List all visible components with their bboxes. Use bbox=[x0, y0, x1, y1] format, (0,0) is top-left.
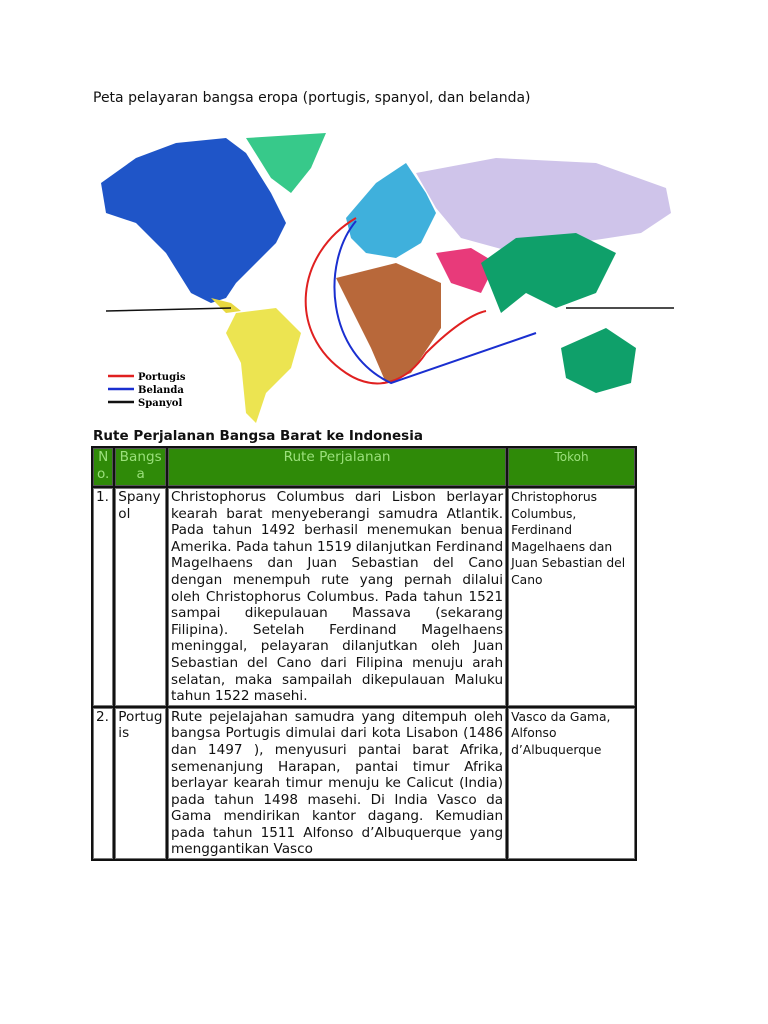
legend-belanda: Belanda bbox=[138, 385, 184, 396]
cell-no: 1. bbox=[93, 488, 113, 706]
header-rute: Rute Perjalanan bbox=[168, 448, 506, 486]
table-header-row bbox=[93, 448, 635, 486]
table-row bbox=[93, 488, 635, 706]
route-table bbox=[91, 446, 637, 861]
cell-bangsa: Spanyol bbox=[115, 488, 166, 706]
table-row bbox=[93, 708, 635, 859]
header-no: No. bbox=[93, 448, 113, 486]
legend-portugis: Portugis bbox=[138, 372, 186, 383]
cell-tokoh: Christophorus Columbus, Ferdinand Magelhaens dan Juan Sebastian del Cano bbox=[508, 488, 635, 706]
legend-spanyol: Spanyol bbox=[138, 398, 183, 409]
cell-rute: Christophorus Columbus dari Lisbon berlayar kearah barat menyeberangi samudra Atlantik. Pada tahun 1492 berhasil menemukan benua Amerika. Pada tahun 1519 dilanjutkan Ferdinand Magelhaens dan Juan Sebastian del Cano dengan menempuh rute yang pernah dilalui oleh Christophorus Columbus. Pada tahun 1521 sampai dikepulauan Massava (sekarang Filipina). Setelah Ferdinand Magelhaens meninggal, pelayaran dilanjutkan oleh Juan Sebastian del Cano dari Filipina menuju arah selatan, maka sampailah dikepulauan Maluku tahun 1522 masehi. bbox=[168, 488, 506, 706]
cell-rute: Rute pejelajahan samudra yang ditempuh oleh bangsa Portugis dimulai dari kota Lisabon (1486 dan 1497 ), menyusuri pantai barat Afrika, semenanjung Harapan, pantai timur Afrika berlayar kearah timur menuju ke Calicut (India) pada tahun 1498 masehi. Di India Vasco da Gama mendirikan kantor dagang. Kemudian pada tahun 1511 Alfonso d’Albuquerque yang menggantikan Vasco bbox=[168, 708, 506, 859]
table-caption: Rute Perjalanan Bangsa Barat ke Indonesia bbox=[93, 428, 423, 444]
cell-no: 2. bbox=[93, 708, 113, 859]
cell-tokoh: Vasco da Gama, Alfonso d’Albuquerque bbox=[508, 708, 635, 859]
cell-bangsa: Portugis bbox=[115, 708, 166, 859]
page-title: Peta pelayaran bangsa eropa (portugis, spanyol, dan belanda) bbox=[93, 90, 531, 106]
header-tokoh: Tokoh bbox=[508, 448, 635, 486]
header-bangsa: Bangsa bbox=[115, 448, 166, 486]
